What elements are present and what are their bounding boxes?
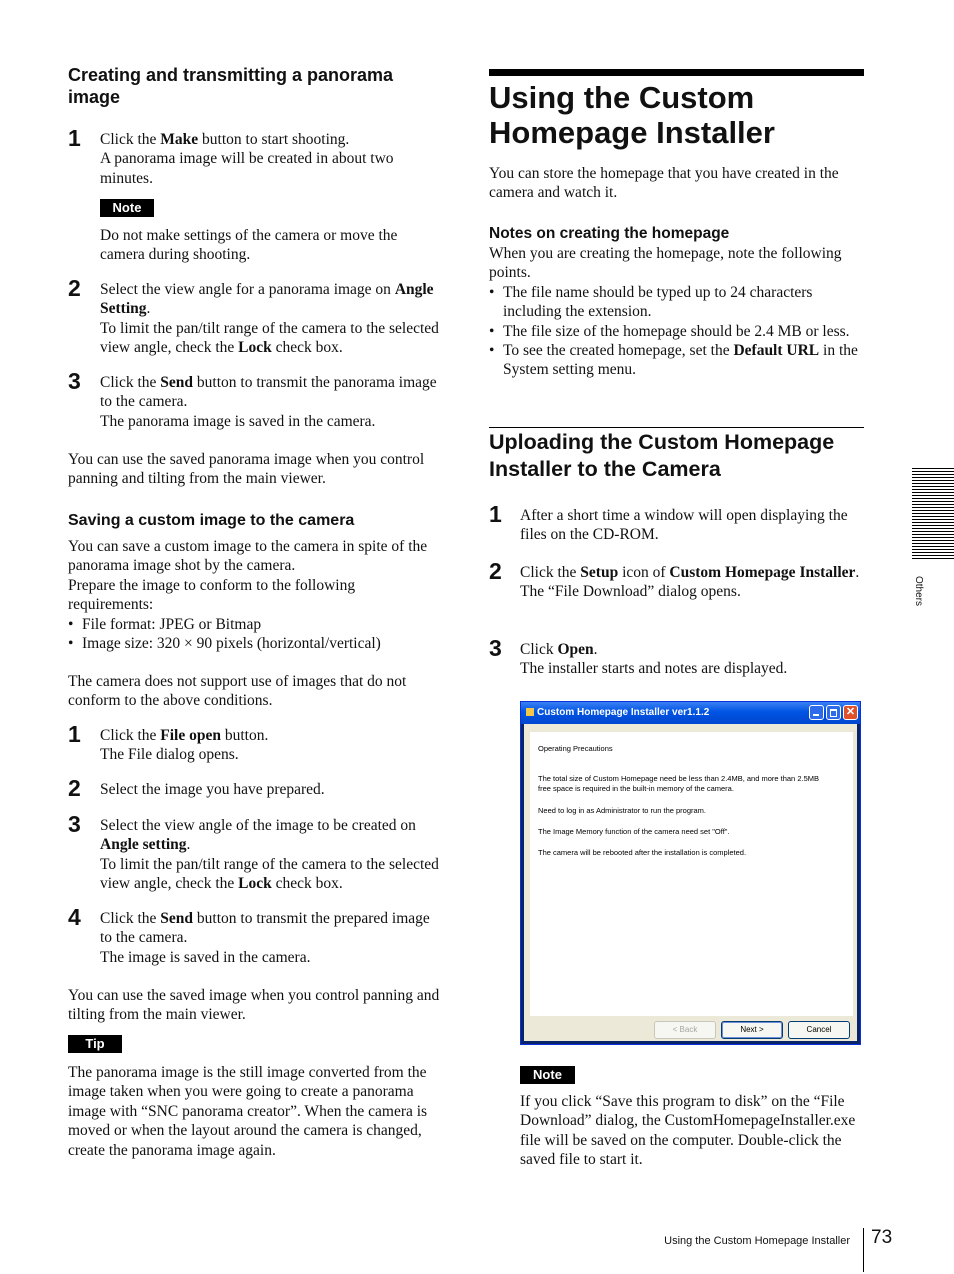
next-button[interactable]: Next > (721, 1021, 783, 1039)
precautions-heading: Operating Precautions (538, 744, 613, 753)
section-heading-panorama: Creating and transmitting a panorama image (68, 65, 394, 107)
text-segment: in the System setting menu. (503, 342, 858, 379)
paragraph: The camera does not support use of images that do not conform to the above conditions. (68, 673, 407, 710)
text-segment: The image is saved in the camera. (100, 948, 311, 966)
step-line (100, 412, 440, 431)
text-segment: Click the (520, 564, 581, 581)
text-segment: Select the image you have prepared. (100, 781, 325, 798)
text-segment: Click the (100, 727, 161, 744)
tip-text: The panorama image is the still image converted from the image taken when you were going to create a panorama image with “SNC panorama creator”. When the camera is moved or when the layout around the camera is changed, create the panorama image again. (68, 1064, 428, 1159)
step-line (100, 816, 444, 855)
subheading-notes: Notes on creating the homepage (489, 225, 730, 242)
paragraph: You can use the saved panorama image when you control panning and tilting from the main viewer. (68, 451, 425, 488)
text-segment: The file name should be typed up to 24 characters including the extension. (503, 283, 813, 321)
step-line (100, 280, 440, 319)
bold-term: Setup (580, 564, 619, 581)
text-segment: . (146, 300, 151, 318)
page-number: 73 (871, 1227, 893, 1248)
step-text (100, 130, 440, 188)
bold-term: Lock (238, 339, 272, 357)
paragraph: Prepare the image to conform to the following requirements: (68, 576, 356, 614)
text-segment: The panorama image is saved in the camera. (100, 412, 376, 430)
list-item: • Image size: 320 × 90 pixels (horizontal/vertical) (68, 635, 381, 653)
precaution-line: free space is required in the built-in memory of the camera. (538, 784, 734, 793)
text-segment: The installer starts and notes are displayed. (520, 660, 788, 678)
precaution-line: Need to log in as Administrator to run the program. (538, 806, 707, 815)
paragraph: You can store the homepage that you have created in the camera and watch it. (489, 165, 839, 202)
precaution-line: The camera will be rebooted after the installation is completed. (538, 848, 747, 857)
step-line (520, 640, 864, 659)
paragraph: You can save a custom image to the camera in spite of the panorama image shot by the camera. (68, 538, 428, 575)
paragraph: When you are creating the homepage, note the following points. (489, 245, 842, 282)
title-rule (489, 69, 864, 76)
section-heading-upload: Uploading the Custom Homepage Installer to the Camera (489, 430, 835, 481)
text-segment: Select the view angle of the image to be created on (100, 817, 416, 834)
installer-dialog-screenshot (520, 701, 861, 1045)
bold-term: Custom Homepage Installer (669, 564, 856, 581)
text-segment: A panorama image will be created in about two minutes. (100, 150, 394, 187)
text-segment: Click (520, 641, 558, 658)
step-text (520, 563, 864, 602)
step-line (520, 659, 864, 678)
cancel-button[interactable]: Cancel (788, 1021, 850, 1039)
precaution-line: The total size of Custom Homepage need be less than 2.4MB, and more than 2.5MB (538, 774, 819, 783)
note-text: Do not make settings of the camera or move the camera during shooting. (100, 227, 398, 264)
bullet-icon: • (489, 322, 495, 340)
step-number: 1 (489, 501, 502, 527)
step-line (520, 506, 864, 545)
text-segment: After a short time a window will open displaying the files on the CD-ROM. (520, 507, 848, 544)
text-segment: Click the (100, 910, 161, 927)
close-icon[interactable]: ✕ (843, 705, 858, 720)
step-text (100, 909, 444, 967)
maximize-icon[interactable] (826, 705, 841, 720)
step-line (100, 319, 440, 358)
step-number: 3 (68, 811, 81, 837)
list-item (489, 322, 864, 341)
text-segment: Click the (100, 374, 161, 391)
step-line (100, 373, 440, 412)
notes-block (489, 244, 864, 380)
bold-term: Angle setting (100, 836, 187, 854)
list-item-text: File format: JPEG or Bitmap (82, 615, 262, 633)
step-number: 2 (68, 275, 81, 301)
list-item: • File format: JPEG or Bitmap (68, 615, 262, 633)
step-text (100, 280, 440, 358)
list-item-text: Image size: 320 × 90 pixels (horizontal/vertical) (82, 635, 381, 653)
step-text (100, 780, 444, 799)
dialog-titlebar (521, 702, 860, 724)
step-line (100, 855, 444, 894)
tip-label: Tip (68, 1035, 122, 1053)
step-line (100, 780, 444, 799)
step-number: 1 (68, 125, 81, 151)
text-segment: Click the (100, 131, 161, 148)
section-tab-stripes (912, 468, 954, 560)
text-segment: icon of (618, 564, 670, 581)
step-line (100, 149, 440, 188)
text-segment: button to transmit the prepared image to the camera. (100, 910, 430, 947)
step-number: 2 (489, 558, 502, 584)
bold-term: Send (160, 910, 194, 927)
text-segment: button to start shooting. (198, 131, 350, 148)
text-segment: The “File Download” dialog opens. (520, 583, 741, 601)
step-number: 2 (68, 775, 81, 801)
step-line (100, 130, 440, 149)
text-segment: button to transmit the panorama image to the camera. (100, 374, 437, 411)
step-line (100, 745, 444, 764)
section-heading-custom-image: Saving a custom image to the camera (68, 512, 355, 529)
list-item (489, 283, 864, 322)
text-segment: To see the created homepage, set the (503, 342, 734, 360)
text-segment: Select the view angle for a panorama image on (100, 281, 395, 298)
paragraph: You can use the saved image when you control panning and tilting from the main viewer. (68, 987, 440, 1024)
text-segment: To limit the pan/tilt range of the camera to the selected view angle, check the (100, 319, 439, 357)
dialog-title: Custom Homepage Installer ver1.1.2 (537, 707, 710, 718)
text-segment: The file size of the homepage should be 2.4 MB or less. (503, 322, 850, 340)
precaution-line: The Image Memory function of the camera need set "Off". (538, 827, 730, 836)
step-number: 3 (489, 635, 502, 661)
text-segment: . (186, 836, 191, 854)
text-segment: check box. (271, 875, 343, 893)
text-segment: button. (221, 727, 269, 744)
text-segment: The File dialog opens. (100, 746, 239, 764)
text-segment: check box. (271, 339, 343, 357)
bold-term: Lock (238, 875, 272, 893)
bullet-icon: • (489, 283, 495, 301)
step-text (520, 640, 864, 679)
bold-term: Angle Setting (100, 281, 434, 318)
step-number: 3 (68, 368, 81, 394)
step-number: 1 (68, 721, 81, 747)
bold-term: Send (160, 374, 194, 391)
step-line (520, 582, 864, 601)
step-line (100, 909, 444, 948)
back-button[interactable]: < Back (654, 1021, 716, 1039)
bold-term: File open (160, 727, 221, 744)
minimize-icon[interactable] (809, 705, 824, 720)
step-text (100, 816, 444, 894)
section-tab-label: Others (913, 575, 924, 606)
step-line (520, 563, 864, 582)
note-label: Note (100, 199, 154, 217)
app-icon (526, 708, 534, 716)
page-title: Using the Custom Homepage Installer (489, 80, 775, 150)
section-rule (489, 427, 864, 428)
running-title: Using the Custom Homepage Installer (664, 1235, 850, 1247)
bullet-icon: • (489, 342, 495, 360)
footer-divider (863, 1228, 864, 1272)
step-number: 4 (68, 904, 81, 930)
bold-term: Default URL (733, 342, 820, 360)
precautions-panel (530, 732, 853, 1016)
custom-intro-block (68, 537, 443, 653)
note-text: If you click “Save this program to disk” on the “File Download” dialog, the CustomHomepageInstaller.exe file will be saved on the computer. Double-click the saved file to start it. (520, 1093, 856, 1169)
step-text (100, 373, 440, 431)
text-segment: . (593, 641, 598, 658)
dialog-body (524, 724, 857, 1041)
text-segment: . (855, 564, 860, 581)
step-text (100, 726, 444, 765)
list-item (489, 341, 864, 380)
step-text (520, 506, 864, 545)
bold-term: Make (160, 131, 199, 148)
note-label: Note (520, 1066, 575, 1084)
bold-term: Open (557, 641, 594, 658)
notes-list (489, 283, 864, 380)
text-segment: To limit the pan/tilt range of the camera to the selected view angle, check the (100, 855, 439, 893)
step-line (100, 948, 444, 967)
step-line (100, 726, 444, 745)
